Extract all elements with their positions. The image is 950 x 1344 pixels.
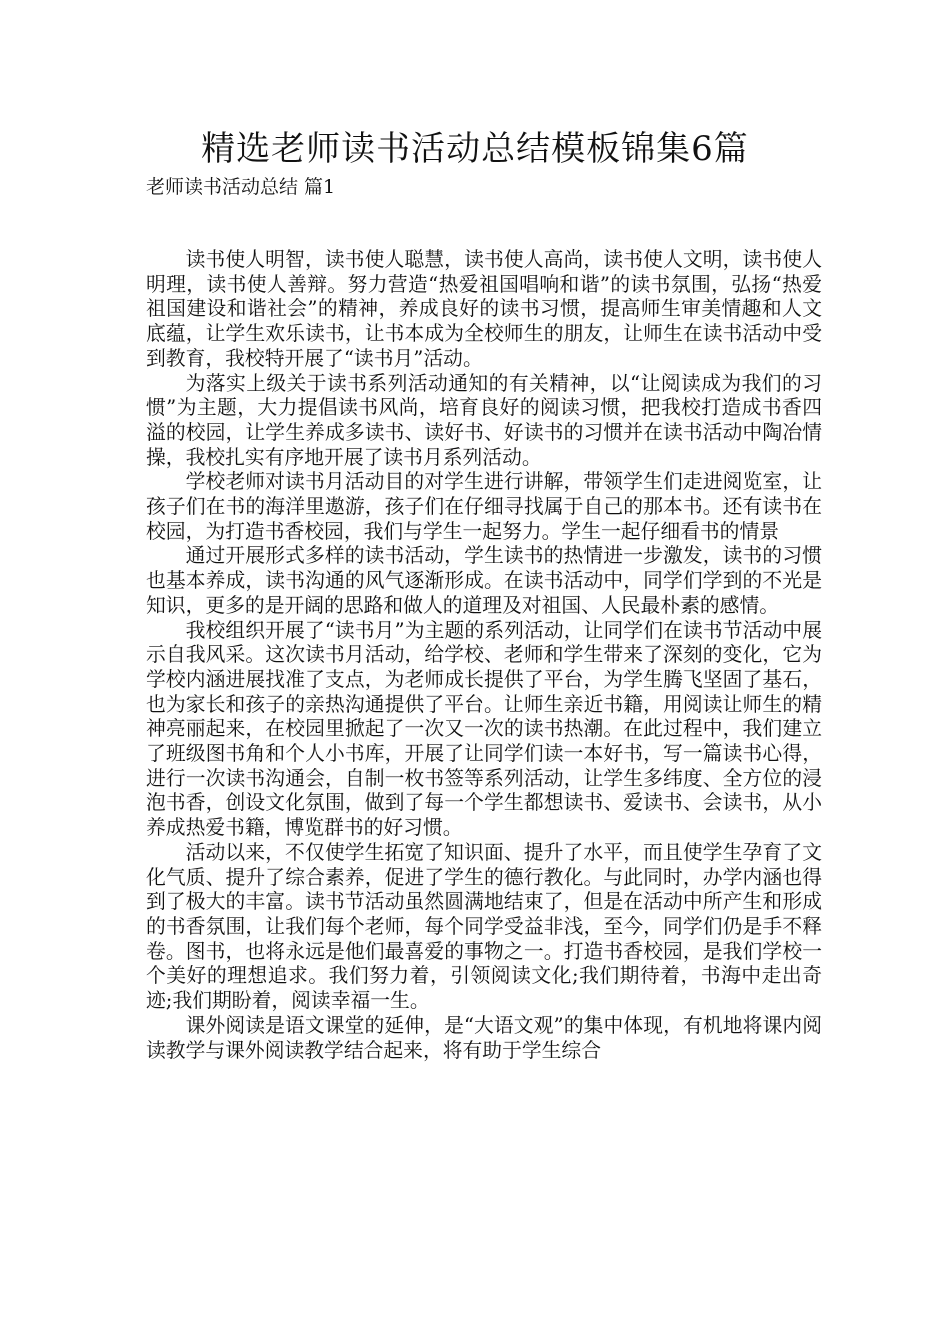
body-paragraph: 课外阅读是语文课堂的延伸，是“大语文观”的集中体现，有机地将课内阅读教学与课外阅读教学结合起来，将有助于学生综合 (146, 1013, 822, 1062)
body-paragraph: 我校组织开展了“读书月”为主题的系列活动，让同学们在读书节活动中展示自我风采。这次读书月活动，给学校、老师和学生带来了深刻的变化，它为学校内涵进展找准了支点，为老师成长提供了平台，为学生腾飞坚固了基石，也为家长和孩子的亲热沟通提供了平台。让师生亲近书籍，用阅读让师生的精神亮丽起来，在校园里掀起了一次又一次的读书热潮。在此过程中，我们建立了班级图书角和个人小书库，开展了让同学们读一本好书，写一篇读书心得，进行一次读书沟通会，自制一枚书签等系列活动，让学生多纬度、全方位的浸泡书香，创设文化氛围，做到了每一个学生都想读书、爱读书、会读书，从小养成热爱书籍，博览群书的好习惯。 (146, 618, 822, 840)
body-paragraph: 读书使人明智，读书使人聪慧，读书使人高尚，读书使人文明，读书使人明理，读书使人善辩。努力营造“热爱祖国唱响和谐”的读书氛围，弘扬“热爱祖国建设和谐社会”的精神，养成良好的读书习惯，提高师生审美情趣和人文底蕴，让学生欢乐读书，让书本成为全校师生的朋友，让师生在读书活动中受到教育，我校特开展了“读书月”活动。 (146, 248, 822, 370)
section-heading: 老师读书活动总结 篇1 (146, 176, 336, 198)
body-paragraph: 通过开展形式多样的读书活动，学生读书的热情进一步激发，读书的习惯也基本养成，读书沟通的风气逐渐形成。在读书活动中，同学们学到的不光是知识，更多的是开阔的思路和做人的道理及对祖国、人民最朴素的感情。 (146, 544, 822, 617)
body-paragraph: 为落实上级关于读书系列活动通知的有关精神，以“让阅读成为我们的习惯”为主题，大力提倡读书风尚，培育良好的阅读习惯，把我校打造成书香四溢的校园，让学生养成多读书、读好书、好读书的习惯并在读书活动中陶冶情操，我校扎实有序地开展了读书月系列活动。 (146, 371, 822, 469)
body-paragraph: 活动以来，不仅使学生拓宽了知识面、提升了水平，而且使学生孕育了文化气质、提升了综合素养，促进了学生的德行教化。与此同时，办学内涵也得到了极大的丰富。读书节活动虽然圆满地结束了，但是在活动中所产生和形成的书香氛围，让我们每个老师，每个同学受益非浅，至今，同学们仍是手不释卷。图书，也将永远是他们最喜爱的事物之一。打造书香校园，是我们学校一个美好的理想追求。我们努力着，引领阅读文化;我们期待着，书海中走出奇迹;我们期盼着，阅读幸福一生。 (146, 840, 822, 1013)
document-body (146, 248, 822, 1063)
body-paragraph: 学校老师对读书月活动目的对学生进行讲解，带领学生们走进阅览室，让孩子们在书的海洋里遨游，孩子们在仔细寻找属于自己的那本书。还有读书在校园，为打造书香校园，我们与学生一起努力。学生一起仔细看书的情景 (146, 470, 822, 543)
document-title: 精选老师读书活动总结模板锦集6篇 (201, 129, 749, 169)
